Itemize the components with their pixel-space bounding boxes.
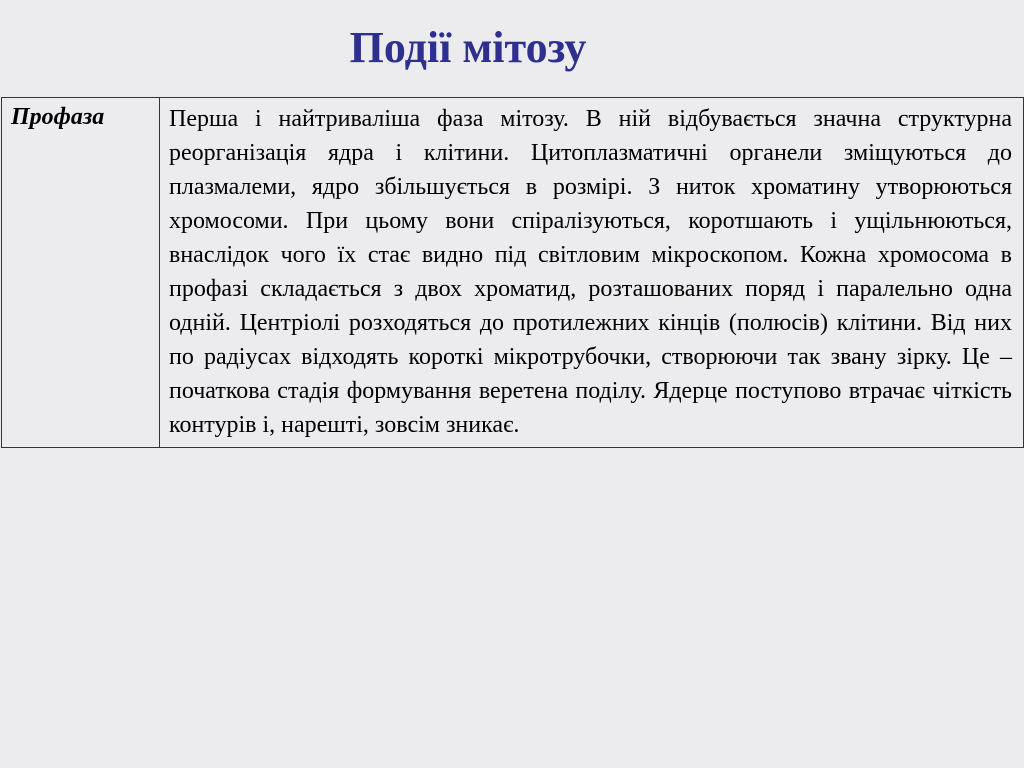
mitosis-events-table [1, 97, 1024, 448]
slide-title: Події мітозу [349, 23, 587, 72]
phase-description-cell: Перша і найтриваліша фаза мітозу. В ній відбувається значна структурна реорганізація ядра і клітини. Цитоплазматичні органели зміщуються до плазмалеми, ядро збільшується в розмірі. З ниток хроматину утворюються хромосоми. При цьому вони спіралізуються, коротшають і ущільнюються, внаслідок чого їх стає видно під світловим мікроскопом. Кожна хромосома в профазі складається з двох хроматид, розташованих поряд і паралельно одна одній. Центріолі розходяться до протилежних кінців (полюсів) клітини. Від них по радіусах відходять короткі мікротрубочки, створюючи так звану зірку. Це – початкова стадія формування веретена поділу. Ядерце поступово втрачає чіткість контурів і, нарешті, зовсім зникає. [160, 98, 1024, 448]
table-row [2, 98, 1024, 448]
phase-name-cell: Профаза [2, 98, 160, 448]
